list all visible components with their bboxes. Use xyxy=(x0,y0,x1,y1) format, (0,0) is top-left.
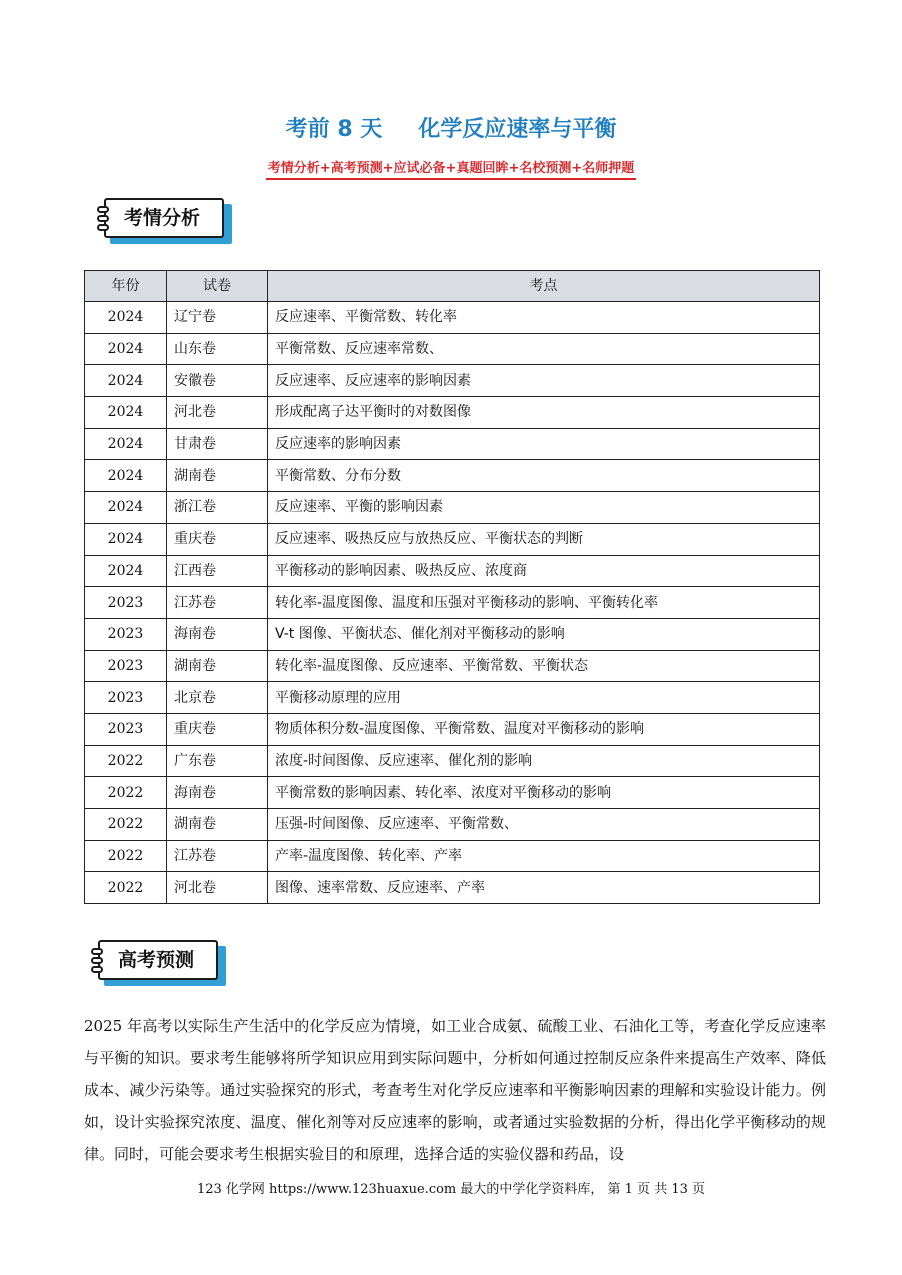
cell-year: 2022 xyxy=(85,745,167,777)
cell-paper: 海南卷 xyxy=(167,777,268,809)
table-header-row xyxy=(85,271,820,302)
cell-paper: 重庆卷 xyxy=(167,713,268,745)
cell-year: 2024 xyxy=(85,460,167,492)
cell-year: 2023 xyxy=(85,587,167,619)
table-row xyxy=(85,682,820,714)
binder-ring-icon xyxy=(91,957,103,964)
cell-paper: 重庆卷 xyxy=(167,523,268,555)
header-year: 年份 xyxy=(85,271,167,302)
cell-topic: 图像、速率常数、反应速率、产率 xyxy=(268,872,820,904)
cell-paper: 北京卷 xyxy=(167,682,268,714)
cell-year: 2024 xyxy=(85,397,167,429)
table-row xyxy=(85,523,820,555)
table-row xyxy=(85,872,820,904)
cell-paper: 海南卷 xyxy=(167,618,268,650)
cell-paper: 河北卷 xyxy=(167,397,268,429)
cell-paper: 河北卷 xyxy=(167,872,268,904)
cell-paper: 江苏卷 xyxy=(167,840,268,872)
cell-year: 2022 xyxy=(85,777,167,809)
cell-topic: 产率-温度图像、转化率、产率 xyxy=(268,840,820,872)
cell-topic: 反应速率、吸热反应与放热反应、平衡状态的判断 xyxy=(268,523,820,555)
table-row xyxy=(85,555,820,587)
cell-year: 2024 xyxy=(85,555,167,587)
table-row xyxy=(85,777,820,809)
subtitle xyxy=(0,157,902,180)
cell-topic: 浓度-时间图像、反应速率、催化剂的影响 xyxy=(268,745,820,777)
cell-year: 2022 xyxy=(85,840,167,872)
table-row xyxy=(85,428,820,460)
cell-topic: 平衡移动的影响因素、吸热反应、浓度商 xyxy=(268,555,820,587)
cell-topic: 形成配离子达平衡时的对数图像 xyxy=(268,397,820,429)
cell-year: 2024 xyxy=(85,365,167,397)
section-badge-prediction xyxy=(98,940,226,982)
table-row xyxy=(85,618,820,650)
cell-topic: 转化率-温度图像、反应速率、平衡常数、平衡状态 xyxy=(268,650,820,682)
cell-year: 2022 xyxy=(85,809,167,841)
cell-year: 2024 xyxy=(85,492,167,524)
cell-topic: V-t 图像、平衡状态、催化剂对平衡移动的影响 xyxy=(268,618,820,650)
binder-ring-icon xyxy=(97,215,109,222)
cell-paper: 浙江卷 xyxy=(167,492,268,524)
cell-year: 2023 xyxy=(85,650,167,682)
cell-paper: 广东卷 xyxy=(167,745,268,777)
cell-topic: 反应速率、平衡常数、转化率 xyxy=(268,302,820,334)
subtitle-text: 考情分析+高考预测+应试必备+真题回眸+名校预测+名师押题 xyxy=(266,160,636,180)
table-row xyxy=(85,840,820,872)
table-row xyxy=(85,650,820,682)
cell-topic: 物质体积分数-温度图像、平衡常数、温度对平衡移动的影响 xyxy=(268,713,820,745)
table-row xyxy=(85,745,820,777)
header-paper: 试卷 xyxy=(167,271,268,302)
binder-ring-icon xyxy=(91,966,103,973)
page-title xyxy=(0,112,902,143)
table-row xyxy=(85,302,820,334)
binder-ring-icon xyxy=(97,224,109,231)
table-row xyxy=(85,460,820,492)
table-row xyxy=(85,492,820,524)
cell-topic: 反应速率的影响因素 xyxy=(268,428,820,460)
cell-topic: 平衡移动原理的应用 xyxy=(268,682,820,714)
section-badge-analysis xyxy=(104,198,232,240)
cell-paper: 安徽卷 xyxy=(167,365,268,397)
cell-topic: 压强-时间图像、反应速率、平衡常数、 xyxy=(268,809,820,841)
table-row xyxy=(85,397,820,429)
header-topic: 考点 xyxy=(268,271,820,302)
title-day: 考前 8 天 xyxy=(285,117,383,142)
cell-year: 2024 xyxy=(85,428,167,460)
cell-topic: 反应速率、反应速率的影响因素 xyxy=(268,365,820,397)
cell-year: 2024 xyxy=(85,302,167,334)
cell-topic: 反应速率、平衡的影响因素 xyxy=(268,492,820,524)
exam-table xyxy=(84,270,820,904)
table-row xyxy=(85,809,820,841)
cell-year: 2023 xyxy=(85,682,167,714)
binder-ring-icon xyxy=(97,206,109,213)
cell-topic: 平衡常数的影响因素、转化率、浓度对平衡移动的影响 xyxy=(268,777,820,809)
section-label-prediction: 高考预测 xyxy=(118,949,195,971)
cell-paper: 湖南卷 xyxy=(167,809,268,841)
cell-topic: 平衡常数、分布分数 xyxy=(268,460,820,492)
page-footer: 123 化学网 https://www.123huaxue.com 最大的中学化学资料库， 第 1 页 共 13 页 xyxy=(196,1182,706,1197)
cell-paper: 湖南卷 xyxy=(167,460,268,492)
cell-paper: 江西卷 xyxy=(167,555,268,587)
cell-year: 2024 xyxy=(85,333,167,365)
cell-year: 2022 xyxy=(85,872,167,904)
section-label-analysis: 考情分析 xyxy=(124,207,201,229)
cell-topic: 转化率-温度图像、温度和压强对平衡移动的影响、平衡转化率 xyxy=(268,587,820,619)
cell-year: 2024 xyxy=(85,523,167,555)
cell-year: 2023 xyxy=(85,713,167,745)
binder-ring-icon xyxy=(91,948,103,955)
cell-paper: 甘肃卷 xyxy=(167,428,268,460)
cell-topic: 平衡常数、反应速率常数、 xyxy=(268,333,820,365)
table-row xyxy=(85,587,820,619)
prediction-paragraph: 2025 年高考以实际生产生活中的化学反应为情境，如工业合成氨、硫酸工业、石油化工等，考查化学反应速率与平衡的知识。要求考生能够将所学知识应用到实际问题中，分析如何通过控制反应条件来提高生产效率、降低成本、减少污染等。通过实验探究的形式，考查考生对化学反应速率和平衡影响因素的理解和实验设计能力。例如，设计实验探究浓度、温度、催化剂等对反应速率的影响，或者通过实验数据的分析，得出化学平衡移动的规律。同时，可能会要求考生根据实验目的和原理，选择合适的实验仪器和药品，设 xyxy=(84,1017,826,1163)
title-topic: 化学反应速率与平衡 xyxy=(418,117,617,142)
table-row xyxy=(85,365,820,397)
table-row xyxy=(85,713,820,745)
cell-year: 2023 xyxy=(85,618,167,650)
cell-paper: 山东卷 xyxy=(167,333,268,365)
table-row xyxy=(85,333,820,365)
cell-paper: 辽宁卷 xyxy=(167,302,268,334)
cell-paper: 江苏卷 xyxy=(167,587,268,619)
cell-paper: 湖南卷 xyxy=(167,650,268,682)
table-body xyxy=(85,302,820,904)
